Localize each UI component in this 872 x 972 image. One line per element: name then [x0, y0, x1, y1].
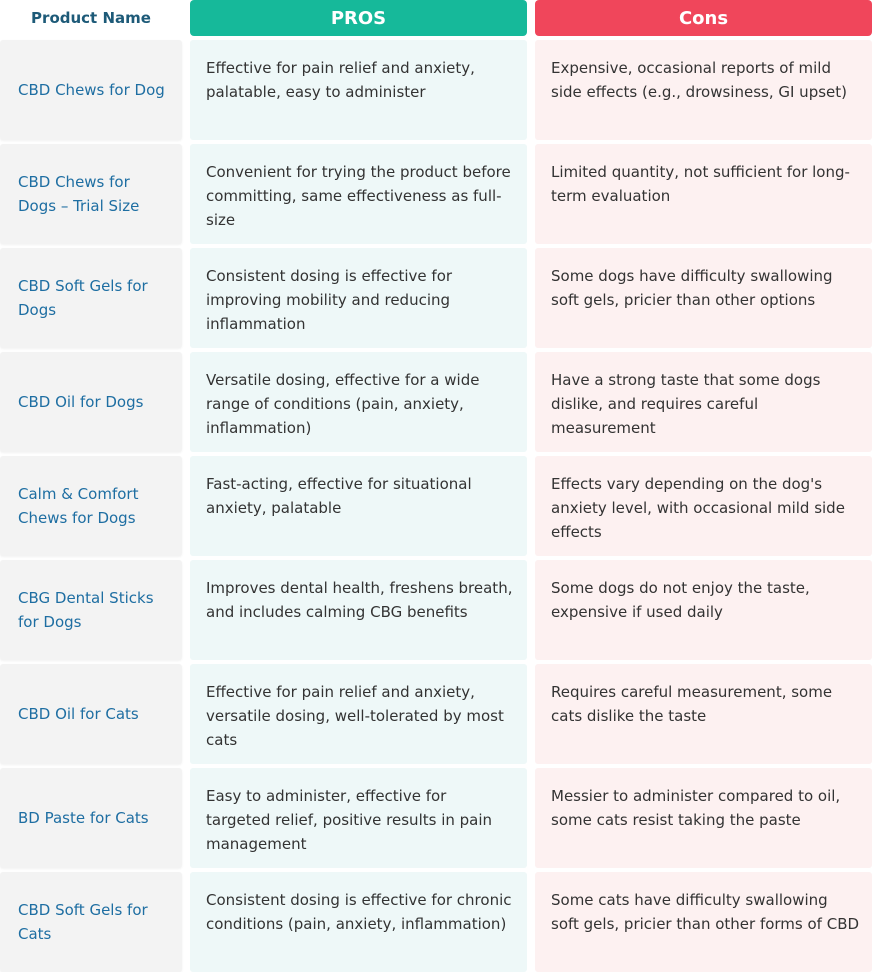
pros-cell: Effective for pain relief and anxiety, versatile dosing, well-tolerated by most cats: [190, 664, 527, 764]
product-name: CBD Oil for Cats: [18, 705, 139, 723]
pros-cell: Convenient for trying the product before committing, same effectiveness as full-size: [190, 144, 527, 244]
product-name: CBD Chews for Dog: [18, 81, 165, 99]
cons-cell: Some cats have difficulty swallowing soft gels, pricier than other forms of CBD: [535, 872, 872, 972]
table-row: [0, 352, 872, 452]
pros-cell: Easy to administer, effective for targeted relief, positive results in pain management: [190, 768, 527, 868]
pros-cell: Improves dental health, freshens breath, and includes calming CBG benefits: [190, 560, 527, 660]
pros-cell: Fast-acting, effective for situational anxiety, palatable: [190, 456, 527, 556]
product-name-cell: [0, 872, 182, 972]
cons-cell: Some dogs do not enjoy the taste, expensive if used daily: [535, 560, 872, 660]
header-pros: PROS: [190, 0, 527, 36]
product-name: BD Paste for Cats: [18, 809, 149, 827]
product-name-cell: [0, 40, 182, 140]
product-name: CBD Chews for Dogs – Trial Size: [18, 173, 140, 215]
cons-cell: Limited quantity, not sufficient for long-term evaluation: [535, 144, 872, 244]
cons-cell: Effects vary depending on the dog's anxiety level, with occasional mild side effects: [535, 456, 872, 556]
table-row: [0, 40, 872, 140]
cons-cell: Messier to administer compared to oil, some cats resist taking the paste: [535, 768, 872, 868]
product-name-cell: [0, 352, 182, 452]
pros-cell: Consistent dosing is effective for improving mobility and reducing inflammation: [190, 248, 527, 348]
product-name: CBD Soft Gels for Cats: [18, 901, 148, 943]
pros-cell: Effective for pain relief and anxiety, palatable, easy to administer: [190, 40, 527, 140]
product-name: CBD Oil for Dogs: [18, 393, 144, 411]
product-name: CBG Dental Sticks for Dogs: [18, 589, 154, 631]
cons-cell: Some dogs have difficulty swallowing soft gels, pricier than other options: [535, 248, 872, 348]
header-product-name: Product Name: [0, 0, 182, 36]
product-name-cell: [0, 560, 182, 660]
product-name: CBD Soft Gels for Dogs: [18, 277, 148, 319]
table-row: [0, 560, 872, 660]
table-row: [0, 456, 872, 556]
product-name-cell: [0, 664, 182, 764]
product-name-cell: [0, 456, 182, 556]
cons-cell: Have a strong taste that some dogs dislike, and requires careful measurement: [535, 352, 872, 452]
pros-cell: Consistent dosing is effective for chronic conditions (pain, anxiety, inflammation): [190, 872, 527, 972]
product-name-cell: [0, 768, 182, 868]
product-name-cell: [0, 248, 182, 348]
header-cons: Cons: [535, 0, 872, 36]
table-row: [0, 144, 872, 244]
cons-cell: Expensive, occasional reports of mild side effects (e.g., drowsiness, GI upset): [535, 40, 872, 140]
table-row: [0, 768, 872, 868]
product-name-cell: [0, 144, 182, 244]
table-row: [0, 664, 872, 764]
table-row: [0, 248, 872, 348]
pros-cell: Versatile dosing, effective for a wide range of conditions (pain, anxiety, inflammation): [190, 352, 527, 452]
product-name: Calm & Comfort Chews for Dogs: [18, 485, 139, 527]
table-row: [0, 872, 872, 972]
cons-cell: Requires careful measurement, some cats dislike the taste: [535, 664, 872, 764]
